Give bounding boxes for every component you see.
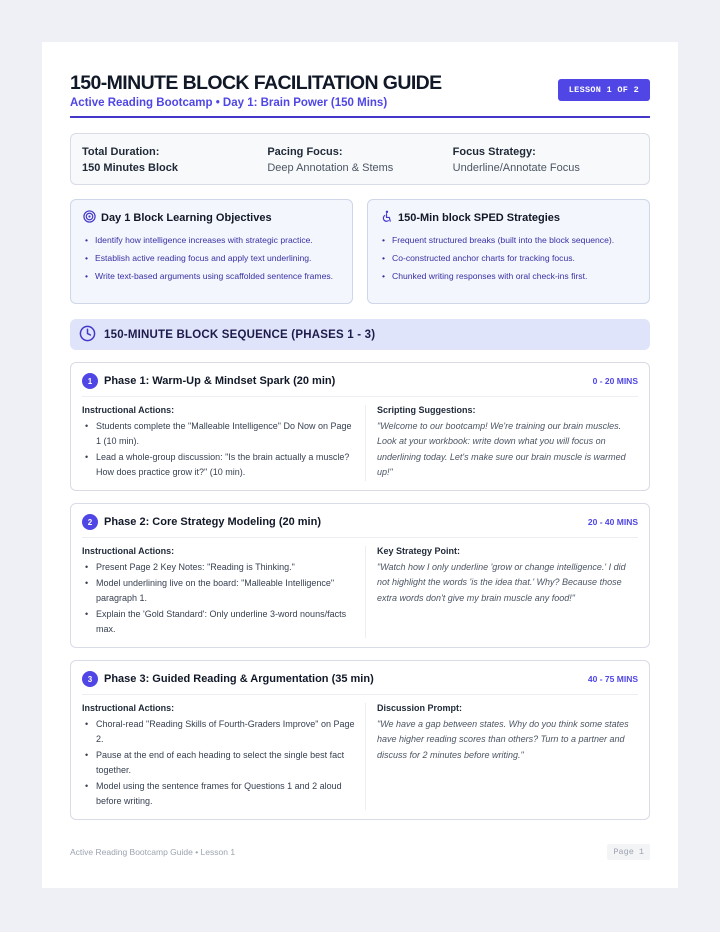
actions-label: Instructional Actions: xyxy=(82,546,175,556)
sped-list xyxy=(380,233,637,283)
list-item: • Identify how intelligence increases with strategic practice. xyxy=(83,233,340,247)
objectives-title: Day 1 Block Learning Objectives xyxy=(101,212,272,224)
phase-title: Phase 1: Warm-Up & Mindset Spark (20 min) xyxy=(104,375,336,387)
instructional-actions xyxy=(82,546,366,638)
meta-label: Pacing Focus: xyxy=(267,146,343,158)
phase-card-3 xyxy=(70,660,650,820)
meta-duration xyxy=(82,144,267,174)
sequence-title: 150-MINUTE BLOCK SEQUENCE (PHASES 1 - 3) xyxy=(104,328,376,341)
objectives-heading xyxy=(83,210,340,226)
page-subtitle: Active Reading Bootcamp • Day 1: Brain Power (150 Mins) xyxy=(70,97,388,109)
phase-header xyxy=(82,671,638,695)
right-label: Key Strategy Point: xyxy=(377,546,461,556)
phase-header xyxy=(82,514,638,538)
list-item: • Lead a whole-group discussion: "Is the brain actually a muscle? How does practice grow it?" (10 min). xyxy=(82,450,355,480)
clock-icon xyxy=(79,325,96,345)
discussion-prompt xyxy=(366,703,638,810)
page-title: 150-MINUTE BLOCK FACILITATION GUIDE xyxy=(70,72,442,94)
phase-title: Phase 2: Core Strategy Modeling (20 min) xyxy=(104,516,321,528)
objectives-row xyxy=(70,199,650,304)
meta-focus-strategy xyxy=(453,144,638,174)
guide-page xyxy=(42,42,678,888)
list-item: • Choral-read "Reading Skills of Fourth-Graders Improve" on Page 2. xyxy=(82,717,355,747)
phase-number: 1 xyxy=(82,373,98,389)
sped-title: 150-Min block SPED Strategies xyxy=(398,212,560,224)
list-item: • Co-constructed anchor charts for tracking focus. xyxy=(380,251,637,265)
footer-text: Active Reading Bootcamp Guide • Lesson 1 xyxy=(70,847,236,857)
objectives-list xyxy=(83,233,340,283)
phase-time-range: 40 - 75 MINS xyxy=(587,674,638,684)
phase-time-range: 20 - 40 MINS xyxy=(587,517,638,527)
instructional-actions xyxy=(82,703,366,810)
accessibility-icon xyxy=(380,210,393,226)
list-item: • Chunked writing responses with oral check-ins first. xyxy=(380,269,637,283)
list-item: • Establish active reading focus and apply text underlining. xyxy=(83,251,340,265)
scripting-suggestions xyxy=(366,405,638,481)
right-label: Scripting Suggestions: xyxy=(377,405,476,415)
list-item: • Frequent structured breaks (built into the block sequence). xyxy=(380,233,637,247)
phase-card-2 xyxy=(70,503,650,648)
script-quote: "Watch how I only underline 'grow or change intelligence.' I did not highlight the words 'is the idea that.' Why? Because those extra words don't give my brain muscle any food!" xyxy=(377,562,626,603)
meta-label: Focus Strategy: xyxy=(452,146,536,158)
sped-heading xyxy=(380,210,637,226)
list-item: • Explain the 'Gold Standard': Only underline 3-word nouns/facts max. xyxy=(82,607,355,637)
page-footer xyxy=(70,844,650,860)
meta-value: Deep Annotation & Stems xyxy=(267,162,394,174)
list-item: • Write text-based arguments using scaffolded sentence frames. xyxy=(83,269,340,283)
list-item: • Present Page 2 Key Notes: "Reading is Thinking." xyxy=(82,560,355,575)
script-quote: "Welcome to our bootcamp! We're training our brain muscles. Look at your workbook: write down what you will focus on underlining today. Let's make sure our brain muscle is warmed up!" xyxy=(377,421,626,478)
phase-card-1 xyxy=(70,362,650,491)
list-item: • Pause at the end of each heading to select the single best fact together. xyxy=(82,748,355,778)
phase-number: 2 xyxy=(82,514,98,530)
list-item: • Model underlining live on the board: "Malleable Intelligence" paragraph 1. xyxy=(82,576,355,606)
list-item: • Students complete the "Malleable Intelligence" Do Now on Page 1 (10 min). xyxy=(82,419,355,449)
key-strategy-point xyxy=(366,546,638,638)
phase-header xyxy=(82,373,638,397)
lesson-badge: LESSON 1 OF 2 xyxy=(558,79,650,101)
meta-value: 150 Minutes Block xyxy=(82,162,178,174)
learning-objectives-box xyxy=(70,199,353,304)
right-label: Discussion Prompt: xyxy=(377,703,463,713)
meta-label: Total Duration: xyxy=(82,146,160,158)
lesson-meta-panel xyxy=(70,133,650,185)
target-icon xyxy=(83,210,96,226)
actions-label: Instructional Actions: xyxy=(82,405,175,415)
script-quote: "We have a gap between states. Why do you think some states have higher reading scores than others? Turn to a partner and discuss for 2 minutes before writing." xyxy=(377,719,629,760)
actions-label: Instructional Actions: xyxy=(82,703,175,713)
sequence-banner xyxy=(70,319,650,350)
phase-title: Phase 3: Guided Reading & Argumentation (35 min) xyxy=(104,673,374,685)
list-item: • Model using the sentence frames for Questions 1 and 2 aloud before writing. xyxy=(82,779,355,809)
phase-number: 3 xyxy=(82,671,98,687)
meta-value: Underline/Annotate Focus xyxy=(452,162,580,174)
page-number: Page 1 xyxy=(607,844,650,860)
instructional-actions xyxy=(82,405,366,481)
meta-pacing xyxy=(267,144,452,174)
sped-strategies-box xyxy=(367,199,650,304)
page-header xyxy=(70,72,650,118)
phase-time-range: 0 - 20 MINS xyxy=(592,376,638,386)
